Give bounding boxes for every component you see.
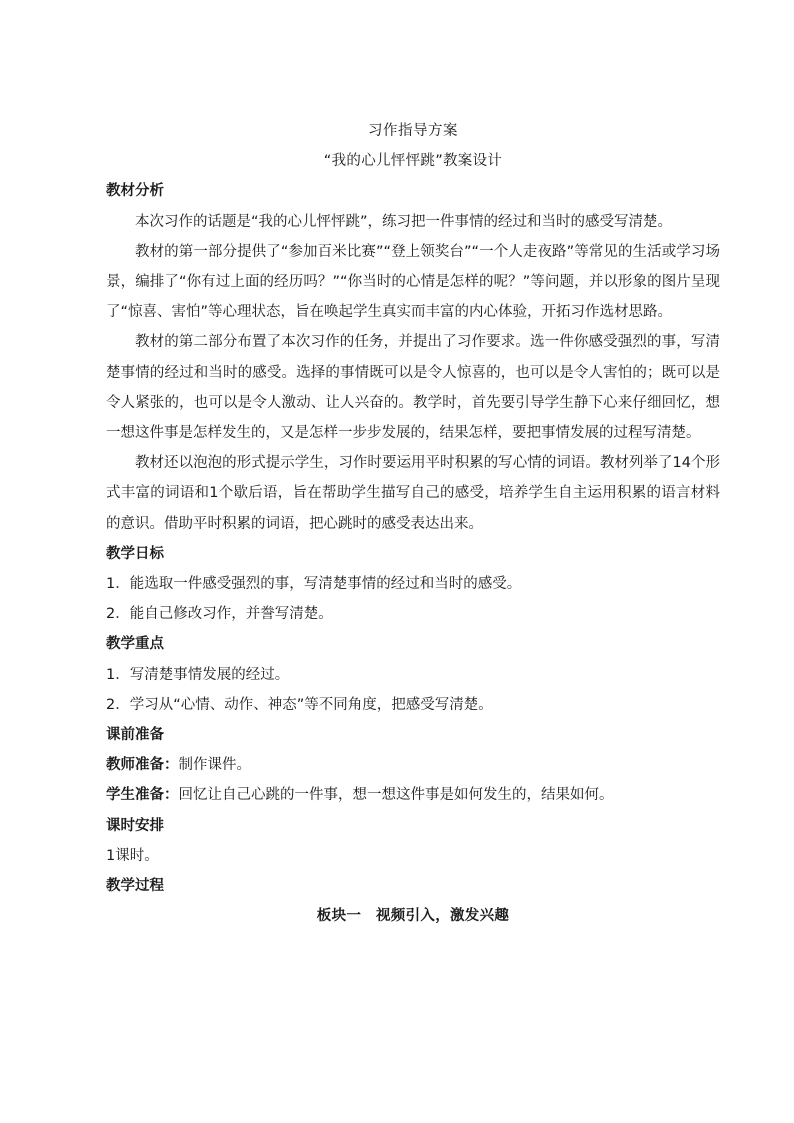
document-subtitle: “我的心儿怦怦跳”教案设计 (323, 153, 503, 170)
analysis-paragraph: 本次习作的话题是“我的心儿怦怦跳”，练习把一件事情的经过和当时的感受写清楚。 (135, 213, 673, 230)
teacher-preparation-text: 制作课件。 (178, 757, 251, 774)
teacher-preparation (106, 750, 720, 780)
section-heading-key-points: 教学重点 (106, 636, 164, 653)
teacher-preparation-label: 教师准备： (106, 757, 179, 774)
student-preparation (106, 780, 720, 810)
section-heading-goals: 教学日标 (106, 545, 164, 562)
schedule-text: 1课时。 (106, 847, 159, 864)
analysis-paragraph: 教材还以泡泡的形式提示学生，习作时要运用平时积累的写心情的词语。教材列举了14个形式丰富的词语和1个歇后语，旨在帮助学生描写自己的感受，培养学生自主运用积累的语言材料的意识。借助平时积累的词语，把心跳时的感受表达出来。 (106, 455, 720, 532)
section-heading-preparation: 课前准备 (106, 727, 164, 744)
goal-item: 1．能选取一件感受强烈的事，写清楚事情的经过和当时的感受。 (106, 576, 522, 593)
key-point-item: 2．学习从“心情、动作、神态”等不同角度，把感受写清楚。 (106, 696, 493, 713)
section-heading-process: 教学过程 (106, 878, 164, 895)
key-point-item: 1．写清楚事情发展的经过。 (106, 666, 290, 683)
process-block-title: 板块一 视频引入，激发兴趣 (316, 908, 510, 925)
document-title: 习作指导方案 (368, 123, 458, 139)
goal-item: 2．能自己修改习作，并誊写清楚。 (106, 606, 333, 623)
section-heading-analysis: 教材分析 (106, 183, 164, 200)
analysis-paragraph: 教材的第二部分布置了本次习作的任务，并提出了习作要求。选一件你感受强烈的事，写清楚事情的经过和当时的感受。选择的事情既可以是令人惊喜的，也可以是令人害怕的；既可以是令人紧张的，也可以是令人激动、让人兴奋的。教学时，首先要引导学生静下心来仔细回忆，想一想这件事是怎样发生的，又是怎样一步步发展的，结果怎样，要把事情发展的过程写清楚。 (106, 334, 720, 442)
document-content (106, 116, 720, 931)
section-heading-schedule: 课时安排 (106, 817, 164, 834)
student-preparation-text: 回忆让自己心跳的一件事，想一想这件事是如何发生的，结果如何。 (178, 787, 614, 804)
analysis-paragraph: 教材的第一部分提供了“参加百米比赛”“登上领奖台”“一个人走夜路”等常见的生活或学习场景，编排了“你有过上面的经历吗？”“你当时的心情是怎样的呢？”等问题，并以形象的图片呈现了“惊喜、害怕”等心理状态，旨在唤起学生真实而丰富的内心体验，开拓习作选材思路。 (106, 243, 720, 321)
student-preparation-label: 学生准备： (106, 787, 179, 804)
